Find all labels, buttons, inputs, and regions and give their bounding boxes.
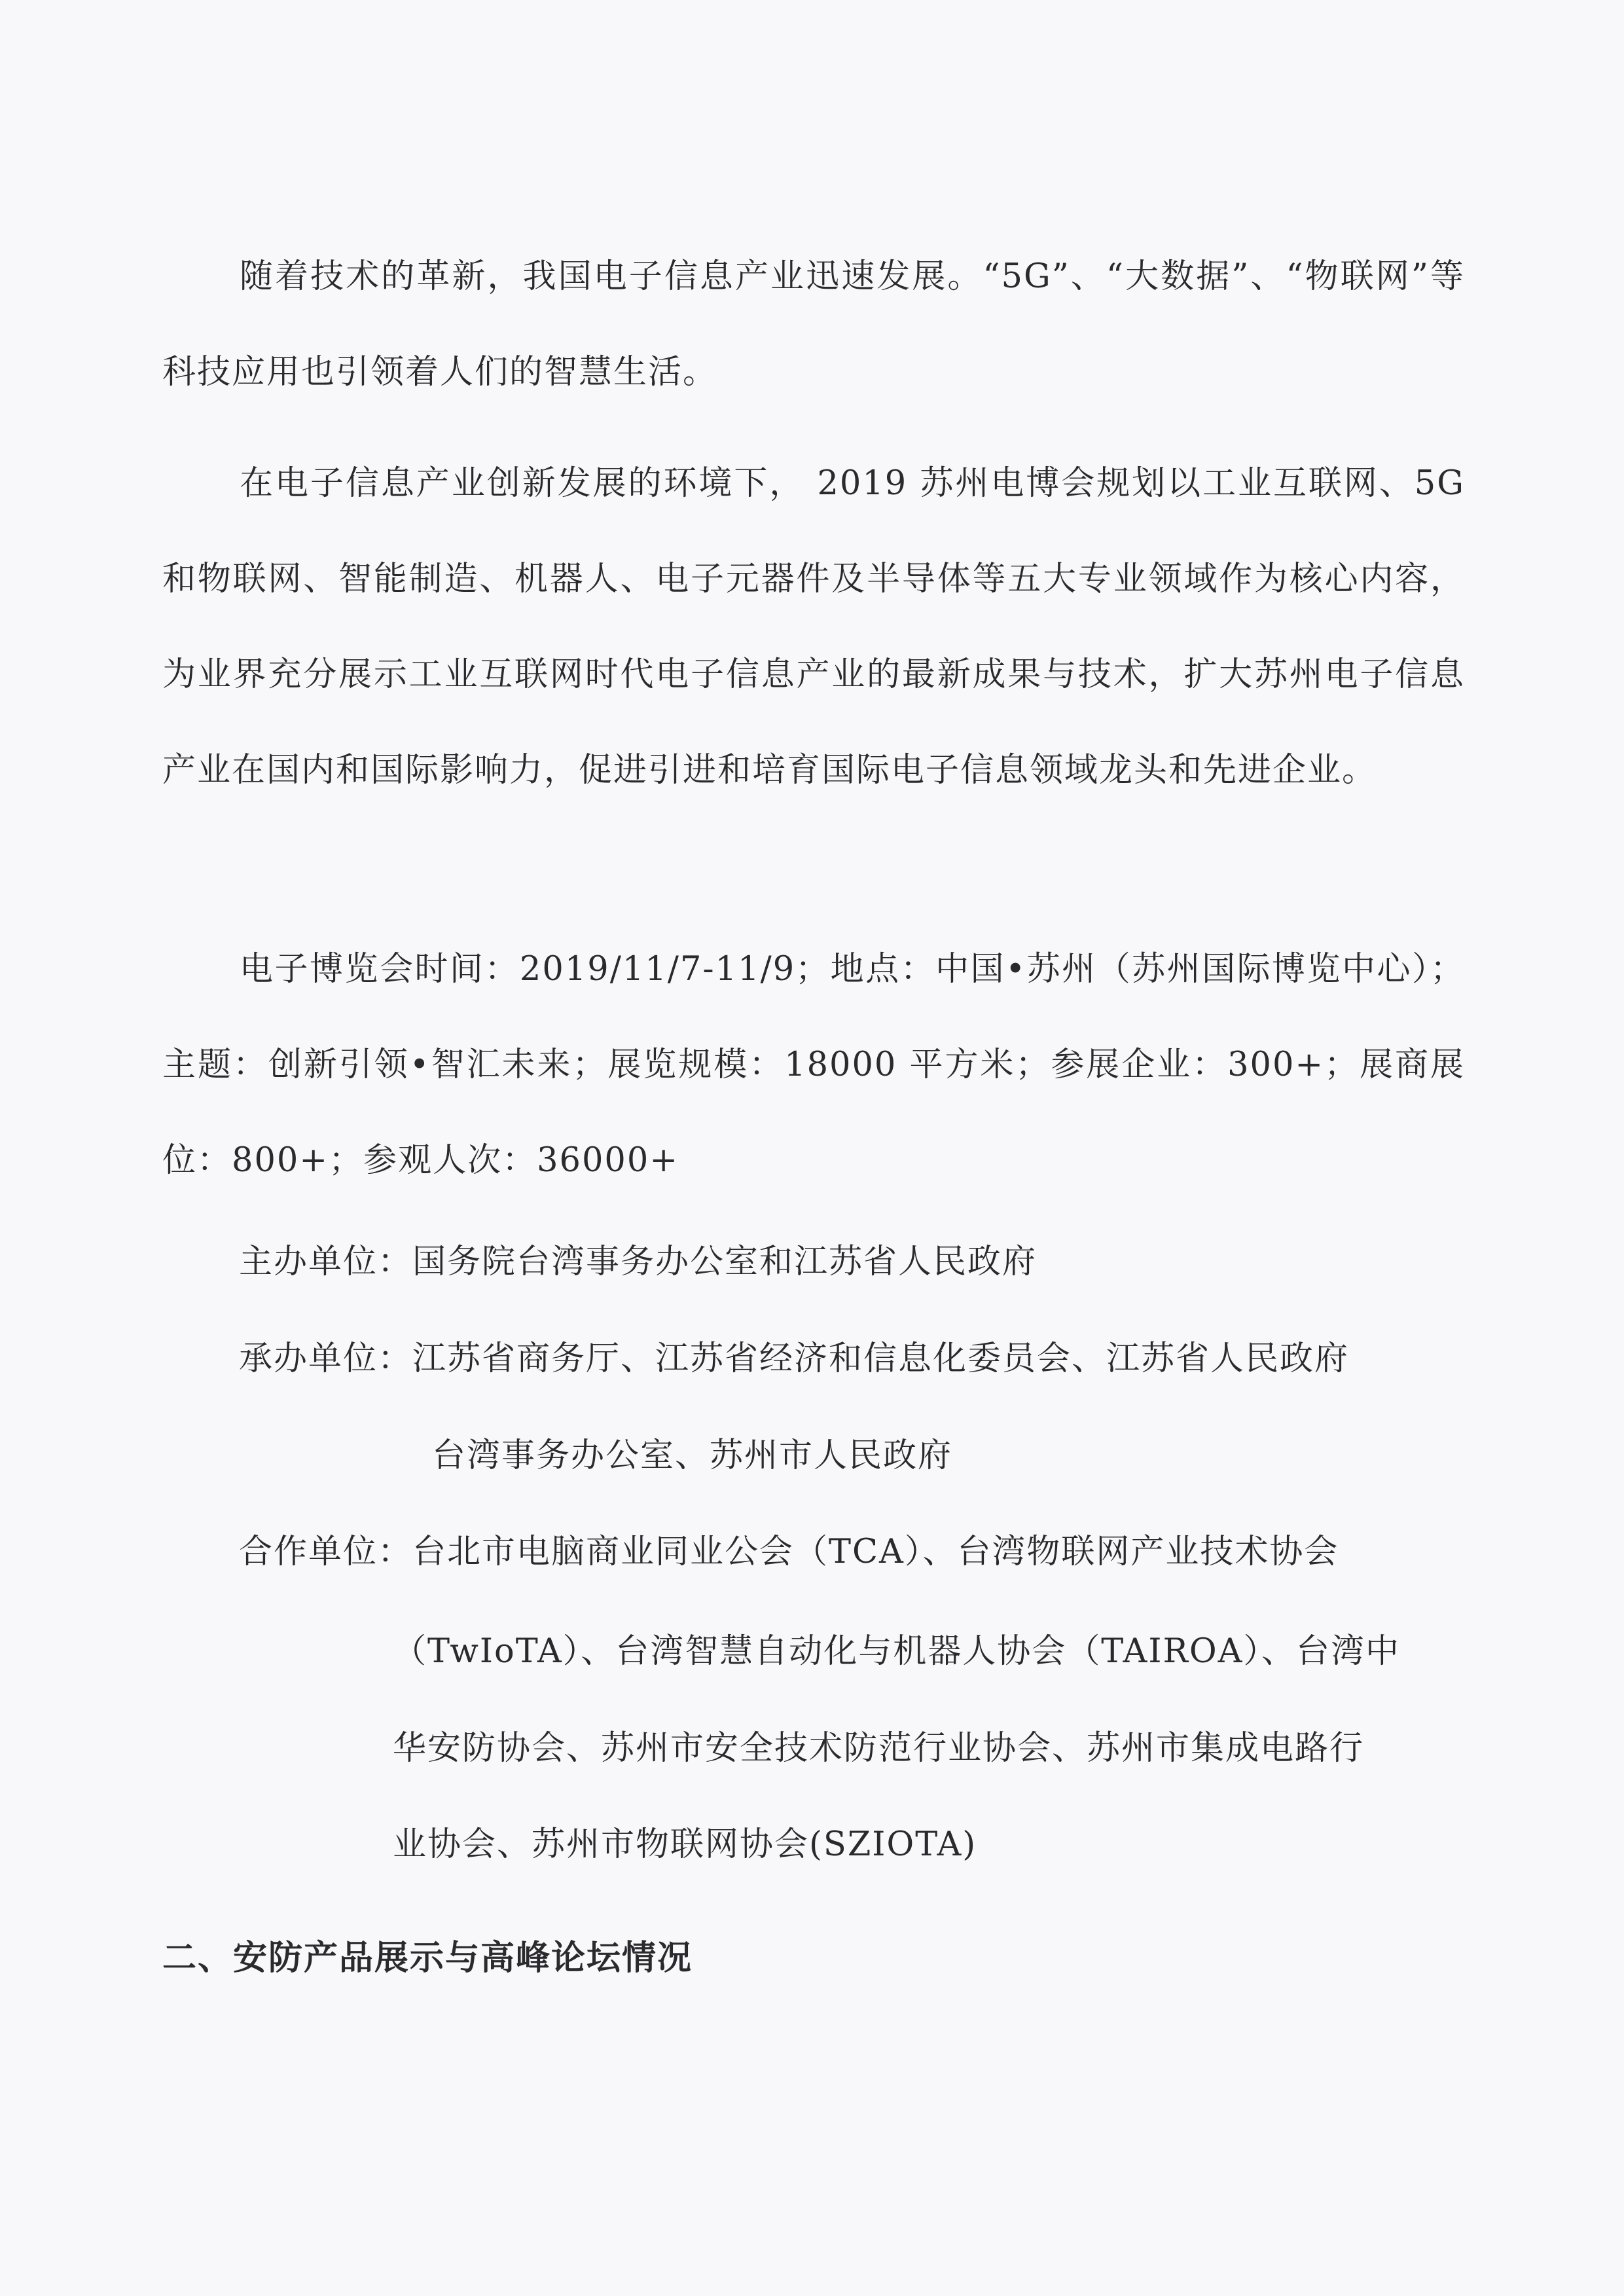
undertaker-line-2: 台湾事务办公室、苏州市人民政府 — [432, 1436, 953, 1475]
undertaker-row — [239, 1311, 1349, 1407]
expo-details-paragraph: 电子博览会时间：2019/11/7-11/9；地点：中国•苏州（苏州国际博览中心）；主题：创新引领•智汇未来；展览规模：18000 平方米；参展企业：300+；展商展位：800+；参观人次：36000+ — [162, 950, 1465, 1180]
partner-line-2: （TwIoTA）、台湾智慧自动化与机器人协会（TAIROA）、台湾中 — [393, 1632, 1401, 1671]
expo-plan-paragraph: 在电子信息产业创新发展的环境下， 2019 苏州电博会规划以工业互联网、5G 和物联网、智能制造、机器人、电子元器件及半导体等五大专业领域作为核心内容，为业界充分展示工业互联网时代电子信息产业的最新成果与技术，扩大苏州电子信息产业在国内和国际影响力，促进引进和培育国际电子信息领域龙头和先进企业。 — [162, 464, 1465, 790]
host-row — [239, 1214, 1037, 1310]
undertaker-label: 承办单位： — [239, 1339, 413, 1378]
host-value: 国务院台湾事务办公室和江苏省人民政府 — [412, 1243, 1038, 1281]
partner-line-4: 业协会、苏州市物联网协会(SZIOTA) — [393, 1825, 977, 1864]
partner-row — [239, 1504, 1339, 1600]
section-heading: 二、安防产品展示与高峰论坛情况 — [162, 1939, 693, 1978]
partner-line-1: 台北市电脑商业同业公会（TCA）、台湾物联网产业技术协会 — [412, 1533, 1339, 1571]
intro-paragraph: 随着技术的革新，我国电子信息产业迅速发展。“5G”、“大数据”、“物联网”等科技应用也引领着人们的智慧生活。 — [162, 257, 1465, 392]
partner-label: 合作单位： — [239, 1533, 413, 1571]
partner-line-3: 华安防协会、苏州市安全技术防范行业协会、苏州市集成电路行 — [393, 1729, 1365, 1768]
host-label: 主办单位： — [239, 1243, 413, 1281]
undertaker-line-1: 江苏省商务厅、江苏省经济和信息化委员会、江苏省人民政府 — [412, 1339, 1350, 1378]
